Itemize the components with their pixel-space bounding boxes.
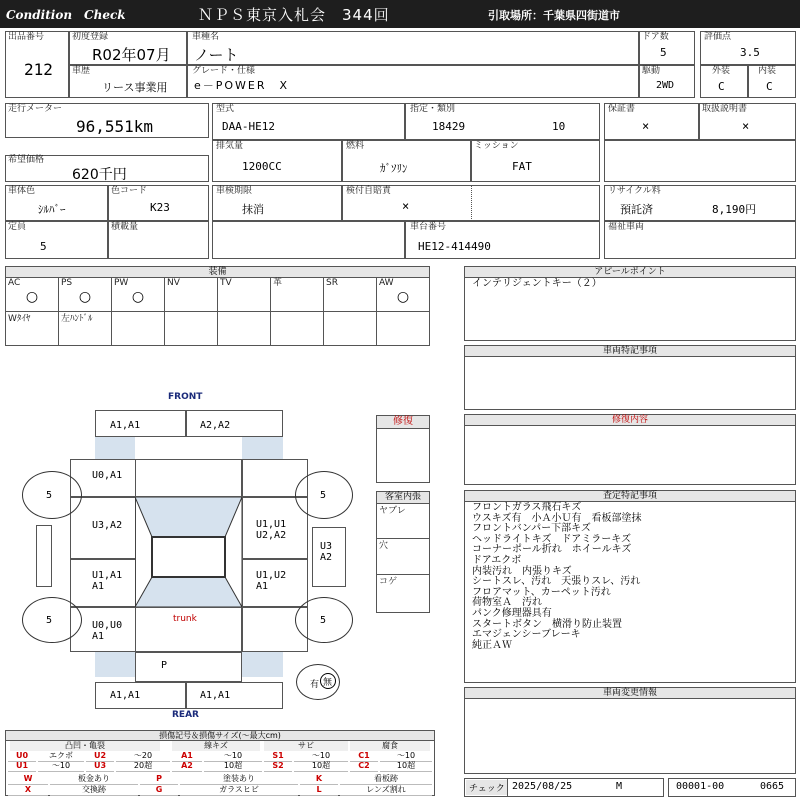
tire-fr-value: 5 [320, 490, 327, 501]
legend-code: U0 [8, 751, 36, 762]
colorcode-label: 色コード [111, 186, 148, 196]
code-roof-r-1: U3 [320, 541, 333, 552]
code-roof-r-2: A2 [320, 552, 333, 563]
grade-value: e－POWER X [194, 79, 290, 92]
history-value: リース事業用 [102, 81, 168, 94]
legend-title: 損傷記号＆損傷サイズ(～最大cm) [6, 731, 434, 741]
recycle-status: 預託済 [620, 203, 653, 216]
repair-detail-title: 修復内容 [465, 415, 795, 426]
int-value: C [766, 80, 773, 93]
equip-mark: ○ [131, 289, 145, 305]
legend-desc: 交換跡 [50, 785, 138, 796]
pickup-location: 引取場所：千葉県四街道市 [488, 9, 620, 22]
price-value: 620千円 [72, 167, 127, 183]
code-door-fr-2: U2,A2 [256, 530, 287, 541]
warranty-label: 保証書 [608, 104, 636, 114]
recycle-fee: 8,190円 [712, 203, 757, 216]
legend-head: 線キズ [172, 741, 260, 751]
code-door-rr-1: U1,U2 [256, 570, 287, 581]
note-line: ドアエクボ [472, 555, 522, 566]
spec-value-1: 18429 [432, 120, 466, 133]
auction-title: ＮＰＳ東京入札会 344回 [198, 6, 390, 24]
welfare-label: 福祉車両 [608, 222, 645, 232]
equip-label: TV [220, 278, 232, 288]
spec-value-2: 10 [552, 120, 566, 133]
check-code: M [616, 781, 623, 792]
equip-label: 革 [273, 278, 283, 288]
legend-desc: ～20 [116, 751, 170, 762]
capacity-value: 5 [40, 240, 47, 253]
code-door-rr-2: A1 [256, 581, 269, 592]
appeal-title: アピールポイント [465, 267, 795, 278]
grade-label: グレード・仕様 [192, 66, 256, 76]
note-line: 内装汚れ 内張りキズ [472, 565, 572, 577]
panel-front-left [95, 410, 186, 437]
legend-head: サビ [264, 741, 348, 751]
model-label: 車種名 [192, 32, 220, 42]
equipment-title: 装備 [6, 267, 429, 278]
equip-cell-3 [165, 278, 218, 311]
code-door-rl-1: U1,A1 [92, 570, 123, 581]
manual-value: × [742, 119, 750, 133]
colorcode-value: K23 [150, 201, 170, 214]
change-box [464, 687, 796, 774]
legend-code: U3 [86, 761, 114, 772]
score-label: 評価点 [704, 32, 732, 42]
equip-row2-cell-2 [112, 312, 165, 345]
mission-value: FAT [512, 160, 532, 173]
legend-desc: 板金あり [50, 774, 138, 785]
footer-id-2: 0665 [760, 781, 785, 792]
tire-rl-value: 5 [46, 615, 53, 626]
equip-cell-7 [377, 278, 430, 311]
legend-desc: 10超 [294, 761, 348, 772]
appeal-text: インテリジェントキー（２） [472, 278, 602, 289]
legend-desc: エクボ [38, 751, 84, 762]
code-fender-left: U0,A1 [92, 470, 123, 481]
equip-label: AC [8, 278, 21, 288]
equip-label: PW [114, 278, 129, 288]
legend-code: G [140, 785, 178, 796]
equip-row2-cell-0 [6, 312, 59, 345]
note-line: フロントバンパー下部キズ [472, 523, 591, 535]
legend-code: S1 [264, 751, 292, 762]
panel-hood [135, 459, 242, 497]
drive-value: 2WD [656, 80, 675, 91]
legend-code: K [300, 774, 338, 785]
tire-rr-value: 5 [320, 615, 327, 626]
cc-value: 1200CC [242, 160, 282, 173]
legend-desc: レンズ割れ [340, 785, 432, 796]
tire-fl-value: 5 [46, 490, 53, 501]
equip-cell-0 [6, 278, 59, 311]
trunk-label: trunk [173, 614, 197, 624]
capacity-label: 定員 [8, 222, 27, 232]
reg-label: 初度登録 [72, 32, 109, 42]
equip-row2-cell-1 [59, 312, 112, 345]
repair-title: 修復 [377, 416, 429, 429]
chassis-label: 車台番号 [410, 222, 447, 232]
equip-row2-cell-3 [165, 312, 218, 345]
check-date: 2025/08/25 [512, 781, 573, 792]
check-label: チェック [466, 780, 508, 795]
legend-code: P [140, 774, 178, 785]
equip-mark: ○ [25, 289, 39, 305]
legend-code: U2 [86, 751, 114, 762]
drive-label: 駆動 [642, 66, 661, 76]
legend-code: X [8, 785, 48, 796]
legend-code: U1 [8, 761, 36, 772]
legend-desc: 10超 [380, 761, 432, 772]
equip-cell-5 [271, 278, 324, 311]
model-name: ノート [194, 46, 239, 64]
history-label: 車歴 [72, 66, 91, 76]
note-line: エマジェンシーブレーキ [472, 629, 581, 641]
legend-code: C2 [350, 761, 378, 772]
legend-head: 腐食 [350, 741, 430, 751]
legend-code: S2 [264, 761, 292, 772]
legend-desc: ～10 [380, 751, 432, 762]
equip-cell-4 [218, 278, 271, 311]
code-quarter-l-2: A1 [92, 631, 105, 642]
chassis-blank-box [212, 221, 405, 259]
note-line: 荷物室Ａ 汚れ [472, 597, 542, 609]
code-door-rl-2: A1 [92, 581, 105, 592]
legend-code: A1 [172, 751, 202, 762]
special-title: 車両特記事項 [465, 346, 795, 357]
code-door-fr-1: U1,U1 [256, 519, 287, 530]
color-label: 車体色 [8, 186, 36, 196]
code-front-left: A1,A1 [110, 420, 141, 431]
int-label: 内装 [758, 66, 777, 76]
note-line: シートスレ、汚れ 天張りスレ、汚れ [472, 576, 641, 588]
ext-label: 外装 [712, 66, 731, 76]
fuel-label: 燃料 [346, 141, 365, 151]
note-line: パンク修理器具有 [472, 608, 552, 619]
type-value: DAA-HE12 [222, 120, 275, 133]
side-mirror-left [36, 525, 52, 587]
code-front-right: A2,A2 [200, 420, 231, 431]
note-line: フロアマット、カーペット汚れ [472, 586, 611, 598]
manual-label: 取扱説明書 [702, 104, 748, 114]
legend-head: 凸凹・亀裂 [10, 741, 160, 751]
change-title: 車両変更情報 [465, 688, 795, 699]
legend-desc: 看板跡 [340, 774, 432, 785]
legend-desc: ガラスヒビ [180, 785, 298, 796]
inspect-value: 抹消 [242, 203, 264, 216]
type-label: 型式 [216, 104, 235, 114]
color-value: ｼﾙﾊﾞｰ [38, 203, 66, 216]
equip-mark: ○ [396, 289, 410, 305]
equip-mark: ○ [78, 289, 92, 305]
note-line: コーナーポール折れ ホイールキズ [472, 544, 632, 556]
legend-desc: ～10 [294, 751, 348, 762]
legend-desc: 塗装あり [180, 774, 298, 785]
legend-desc: ～10 [204, 751, 262, 762]
note-line: ウスキズ有 小Ａ小Ｕ有 看板部塗抹 [472, 512, 642, 524]
brand-title: Condition Check [6, 8, 126, 22]
reg-date: R02年07月 [92, 46, 171, 64]
equip-label: AW [379, 278, 394, 288]
code-rear-left: A1,A1 [110, 690, 141, 701]
code-quarter-l-1: U0,U0 [92, 620, 123, 631]
front-label: FRONT [168, 392, 203, 402]
spare-no: 無 [323, 678, 333, 688]
ext-value: C [718, 80, 725, 93]
cc-label: 排気量 [216, 141, 244, 151]
equip-cell-6 [324, 278, 377, 311]
legend-desc: 20超 [116, 761, 170, 772]
legend-code: L [300, 785, 338, 796]
rear-label: REAR [172, 710, 199, 720]
mileage-value: 96,551km [76, 117, 154, 136]
equip-cell-2 [112, 278, 165, 311]
note-line: スタートボタン 横滑り防止装置 [472, 618, 622, 630]
cabin-hole: 穴 [379, 541, 389, 551]
legend-code: C1 [350, 751, 378, 762]
code-rear-center: P [161, 660, 168, 671]
panel-door-rr [242, 559, 308, 607]
lot-number: 212 [24, 60, 53, 79]
insurance-label: 検付自賠責 [346, 186, 392, 196]
legend-desc: ～10 [38, 761, 84, 772]
equip-row2-label: 左ﾊﾝﾄﾞﾙ [61, 314, 93, 324]
code-rear-right: A1,A1 [200, 690, 231, 701]
equip-row2-cell-4 [218, 312, 271, 345]
equip-row2-cell-5 [271, 312, 324, 345]
load-label: 積載量 [111, 222, 139, 232]
cabin-tear: ヤブレ [379, 506, 406, 516]
cabin-outline [135, 497, 242, 607]
score-value: 3.5 [740, 46, 760, 59]
equip-row2-label: Wﾀｲﾔ [8, 314, 31, 324]
equip-row2-cell-6 [324, 312, 377, 345]
panel-rear-left [95, 682, 186, 709]
legend-code: A2 [172, 761, 202, 772]
fuel-value: ｶﾞｿﾘﾝ [380, 162, 408, 175]
note-line: 純正ＡＷ [472, 639, 512, 651]
notes-title: 査定特記事項 [465, 491, 795, 502]
doors-value: 5 [660, 46, 667, 59]
code-door-fl: U3,A2 [92, 520, 123, 531]
mission-label: ミッション [474, 141, 519, 151]
lot-label: 出品番号 [8, 32, 45, 42]
equip-label: NV [167, 278, 180, 288]
price-label: 希望価格 [8, 155, 45, 165]
equip-label: PS [61, 278, 73, 288]
cabin-burn: コゲ [379, 577, 398, 587]
doors-label: ドア数 [642, 32, 669, 42]
footer-id-1: 00001-00 [676, 781, 725, 792]
recycle-label: リサイクル料 [608, 186, 661, 196]
chassis-value: HE12-414490 [418, 240, 491, 253]
inspect-label: 車検期限 [216, 186, 253, 196]
spare-yes: 有 [310, 680, 320, 690]
welfare-top-box [604, 140, 796, 182]
panel-rear-center [135, 652, 242, 682]
insurance-value: × [402, 199, 410, 213]
mileage-label: 走行メーター [8, 104, 63, 114]
equip-cell-1 [59, 278, 112, 311]
model-box [187, 31, 639, 65]
legend-code: W [8, 774, 48, 785]
equip-label: SR [326, 278, 338, 288]
warranty-value: × [642, 119, 650, 133]
spec-label: 指定・類別 [410, 104, 456, 114]
note-line: ヘッドライトキズ ドアミラーキズ [472, 533, 631, 545]
legend-desc: 10超 [204, 761, 262, 772]
cabin-title: 客室内張 [377, 492, 429, 504]
note-line: フロントガラス飛石キズ [472, 502, 582, 513]
